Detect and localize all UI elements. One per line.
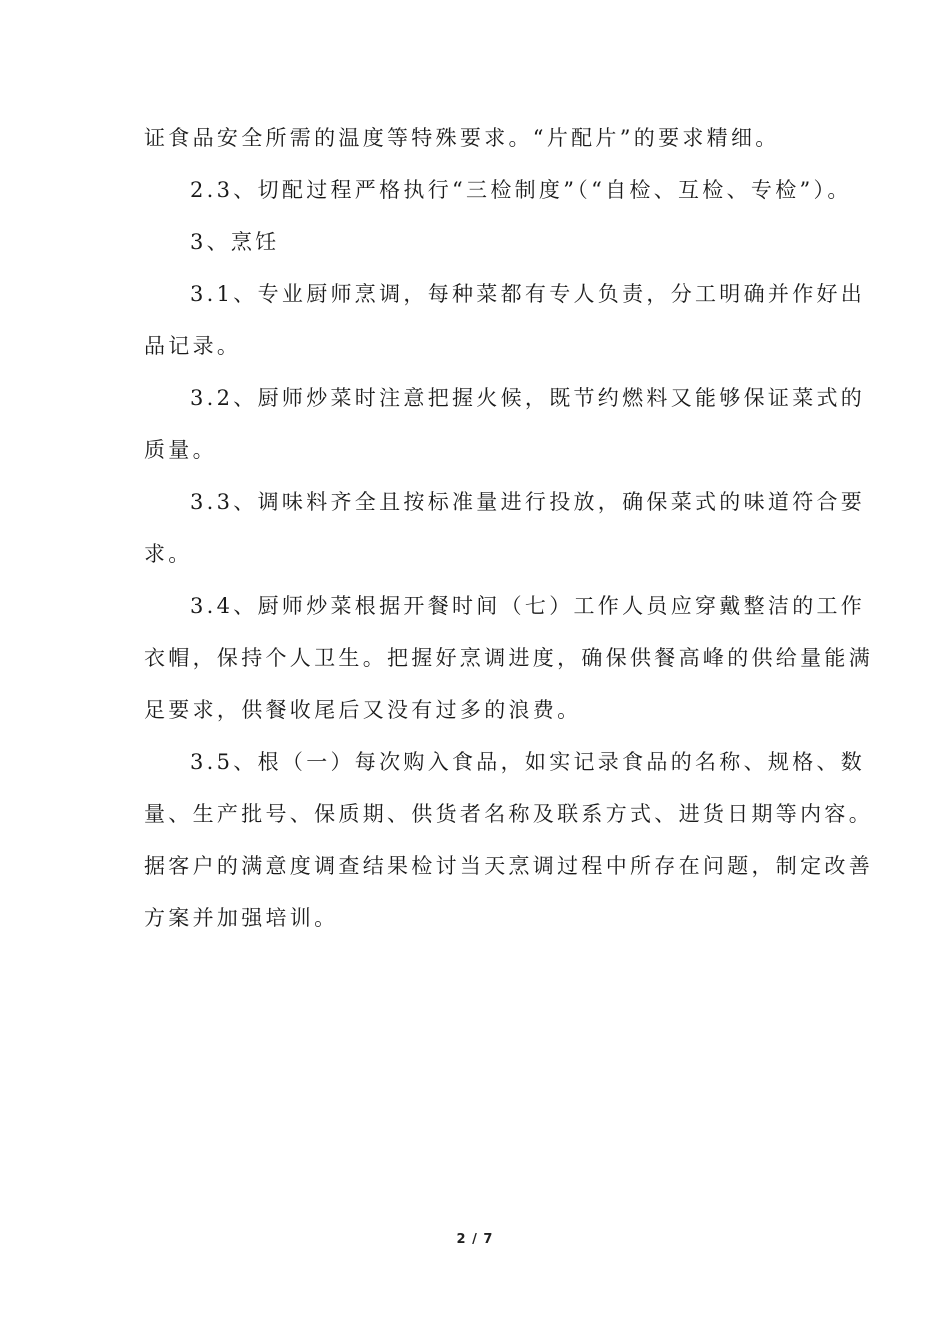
paragraph — [144, 268, 866, 372]
page-number: 2 / 7 — [456, 1232, 494, 1247]
paragraph — [144, 112, 806, 164]
text-line: 方案并加强培训。 — [144, 906, 339, 930]
text-line: 3.1、专业厨师烹调，每种菜都有专人负责，分工明确并作好出 — [190, 282, 866, 306]
text-line: 证食品安全所需的温度等特殊要求。“片配片”的要求精细。 — [144, 126, 780, 150]
paragraph — [144, 164, 852, 216]
document-body — [144, 112, 873, 944]
text-line: 3.3、调味料齐全且按标准量进行投放，确保菜式的味道符合要 — [190, 490, 866, 514]
paragraph — [144, 736, 873, 944]
text-line: 据客户的满意度调查结果检讨当天烹调过程中所存在问题，制定改善 — [144, 854, 873, 878]
text-line: 2.3、切配过程严格执行“三检制度”（“自检、互检、专检”）。 — [190, 178, 852, 202]
paragraph — [144, 476, 866, 580]
section-heading — [144, 216, 806, 268]
text-line: 质量。 — [144, 438, 217, 462]
text-line: 品记录。 — [144, 334, 242, 358]
text-line: 3.5、根（一）每次购入食品，如实记录食品的名称、规格、数 — [190, 750, 866, 774]
text-line: 量、生产批号、保质期、供货者名称及联系方式、进货日期等内容。 — [144, 802, 873, 826]
text-line: 求。 — [144, 542, 193, 566]
paragraph — [144, 372, 866, 476]
text-line: 衣帽，保持个人卫生。把握好烹调进度，确保供餐高峰的供给量能满 — [144, 646, 873, 670]
text-line: 3.4、厨师炒菜根据开餐时间（七）工作人员应穿戴整洁的工作 — [190, 594, 866, 618]
paragraph — [144, 580, 873, 736]
text-line: 足要求，供餐收尾后又没有过多的浪费。 — [144, 698, 582, 722]
text-line: 3、烹饪 — [190, 230, 280, 254]
text-line: 3.2、厨师炒菜时注意把握火候，既节约燃料又能够保证菜式的 — [190, 386, 866, 410]
